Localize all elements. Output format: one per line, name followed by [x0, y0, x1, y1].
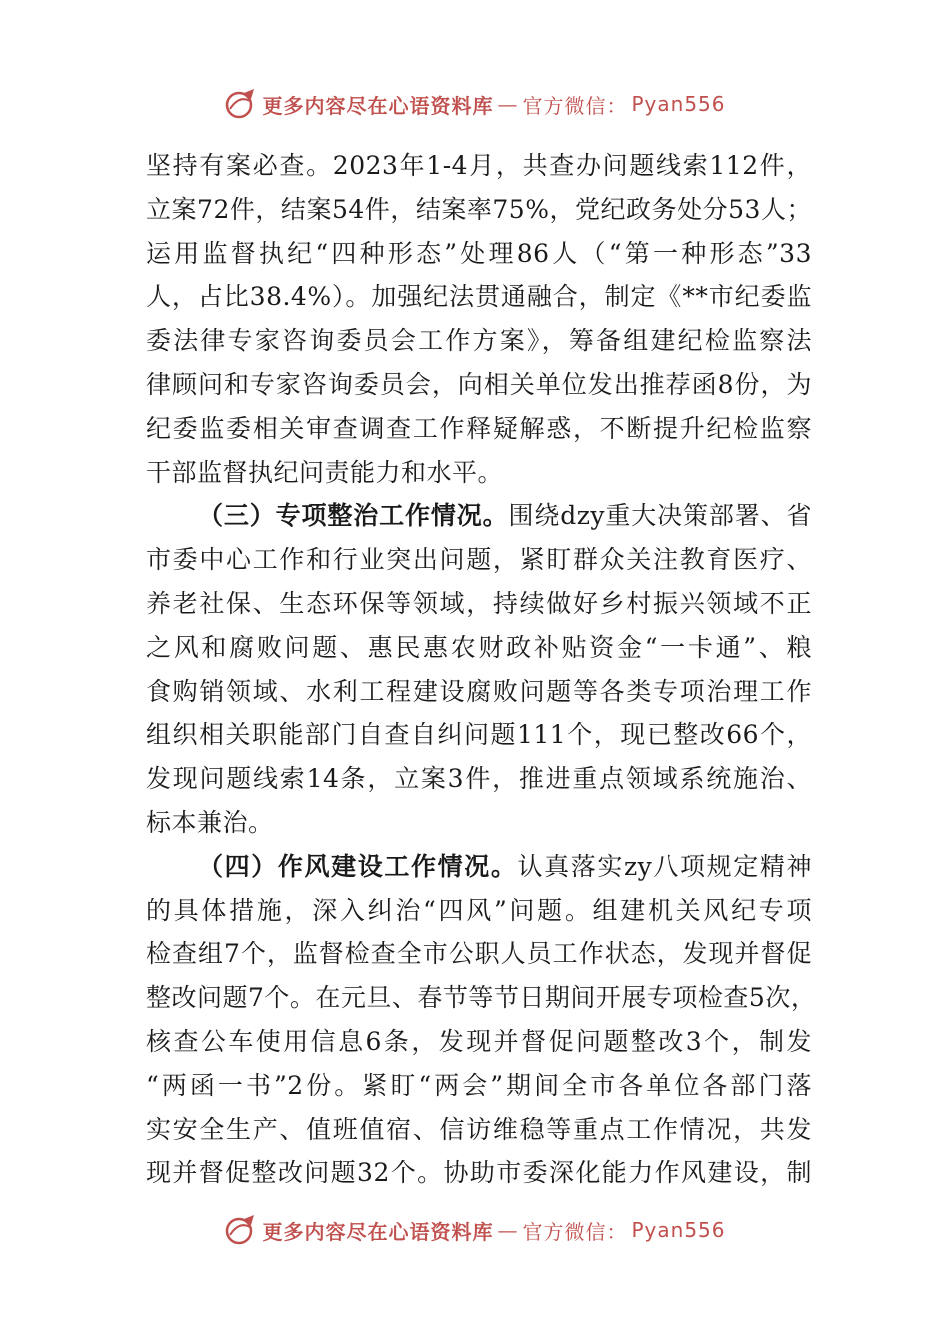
watermark-separator: — — [497, 92, 519, 116]
text-line: 市委中心工作和行业突出问题，紧盯群众关注教育医疗、 — [146, 545, 812, 575]
text-line — [146, 845, 812, 889]
text-line: 立案72件，结案54件，结案率75%，党纪政务处分53人； — [146, 194, 812, 224]
text-line: 律顾问和专家咨询委员会，向相关单位发出推荐函8份，为 — [146, 369, 812, 399]
text-line: 整改问题7个。在元旦、春节等节日期间开展专项检查5次， — [146, 983, 817, 1013]
logo-icon — [224, 87, 258, 121]
text-line: 委法律专家咨询委员会工作方案》，筹备组建纪检监察法 — [146, 326, 812, 356]
text-line: 养老社保、生态环保等领域，持续做好乡村振兴领域不正 — [146, 588, 812, 618]
text-line: 标本兼治。 — [146, 807, 274, 837]
document-body — [146, 144, 817, 1195]
watermark-handle: Pyan556 — [631, 1218, 726, 1242]
paragraph-special-rectification — [146, 494, 812, 844]
watermark-label: 官方微信： — [522, 93, 628, 118]
section-heading-4: （四）作风建设工作情况。 — [198, 851, 518, 881]
text-line: 纪委监委相关审查调查工作释疑解惑，不断提升纪检监察 — [146, 413, 812, 443]
text-line: 的具体措施，深入纠治“四风”问题。组建机关风纪专项 — [146, 895, 812, 925]
text-line: 之风和腐败问题、惠民惠农财政补贴资金“一卡通”、粮 — [146, 632, 812, 662]
text-line: 干部监督执纪问责能力和水平。 — [146, 457, 504, 487]
text-line: 人，占比38.4%）。加强纪法贯通融合，制定《**市纪委监 — [146, 282, 812, 312]
text-line: 检查组7个，监督检查全市公职人员工作状态，发现并督促 — [146, 939, 812, 969]
logo-icon — [224, 1213, 258, 1247]
watermark-brand: 更多内容尽在心语资料库 — [262, 1219, 494, 1244]
text-line: 核查公车使用信息6条，发现并督促问题整改3个，制发 — [146, 1026, 812, 1056]
heading-continuation: 围绕dzy重大决策部署、省 — [508, 501, 812, 531]
text-line: 现并督促整改问题32个。协助市委深化能力作风建设，制 — [146, 1158, 812, 1188]
watermark-handle: Pyan556 — [631, 92, 726, 116]
heading-continuation: 认真落实zy八项规定精神 — [517, 851, 812, 881]
section-heading-3: （三）专项整治工作情况。 — [198, 501, 509, 531]
watermark-separator: — — [497, 1218, 519, 1242]
text-line: 运用监督执纪“四种形态”处理86人（“第一种形态”33 — [146, 238, 812, 268]
watermark-label: 官方微信： — [522, 1219, 628, 1244]
text-line: 实安全生产、值班值宿、信访维稳等重点工作情况，共发 — [146, 1114, 812, 1144]
watermark-header — [0, 84, 950, 124]
paragraph-case-review — [146, 144, 812, 494]
text-line: 组织相关职能部门自查自纠问题111个，现已整改66个， — [146, 720, 812, 750]
text-line: “两函一书”2份。紧盯“两会”期间全市各单位各部门落 — [146, 1070, 812, 1100]
paragraph-work-style — [146, 845, 817, 1195]
watermark-brand: 更多内容尽在心语资料库 — [262, 93, 494, 118]
watermark-footer — [0, 1210, 950, 1250]
text-line: 食购销领域、水利工程建设腐败问题等各类专项治理工作 — [146, 676, 812, 706]
text-line — [146, 494, 812, 538]
text-line: 坚持有案必查。2023年1-4月，共查办问题线索112件， — [146, 151, 812, 180]
text-line: 发现问题线索14条，立案3件，推进重点领域系统施治、 — [146, 764, 812, 794]
